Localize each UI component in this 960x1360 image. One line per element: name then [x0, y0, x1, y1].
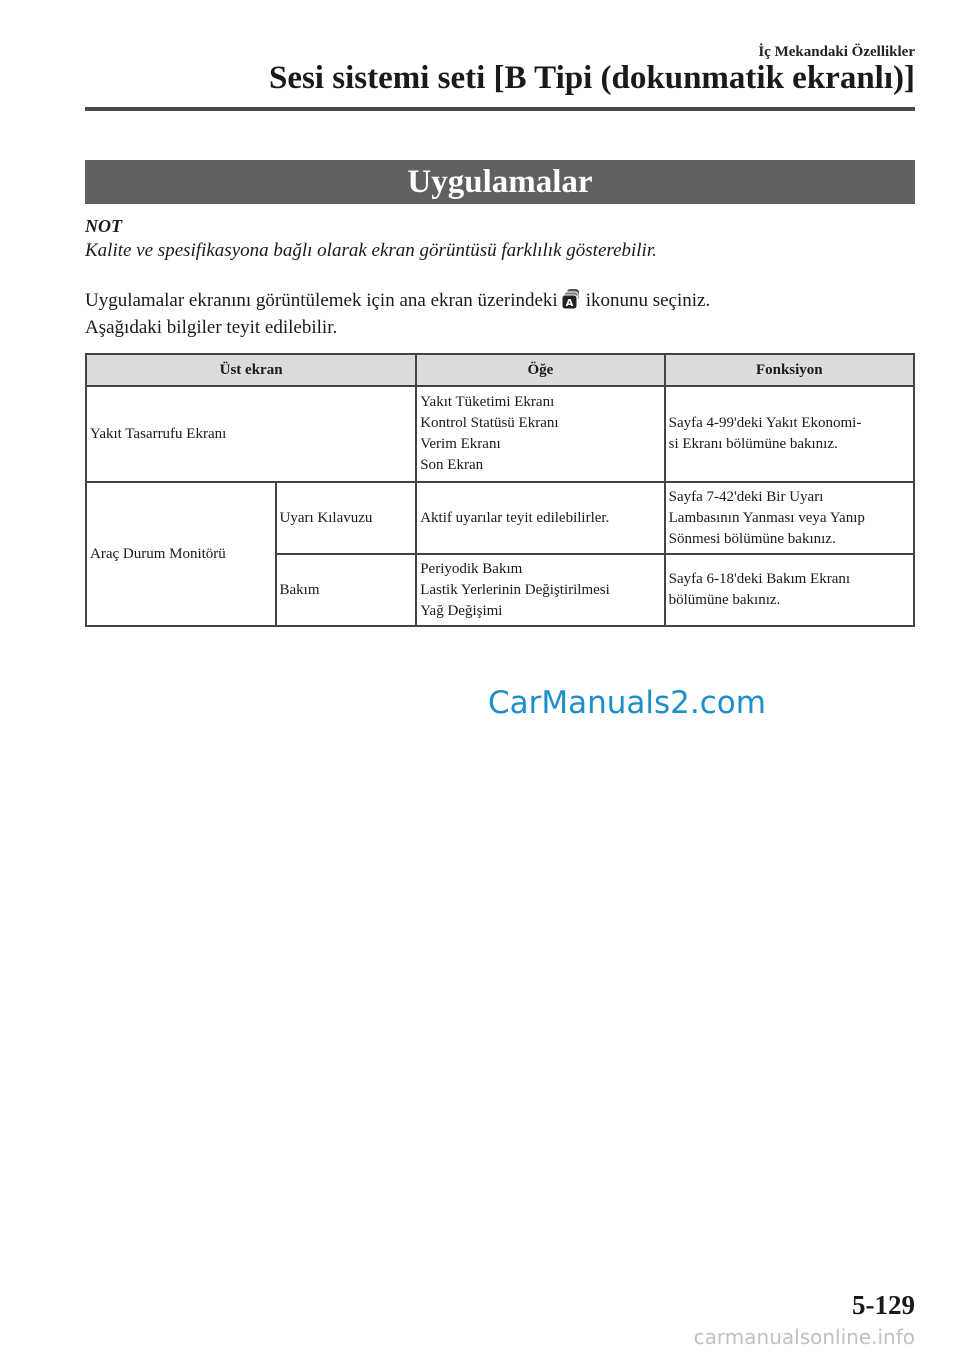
header-divider	[85, 107, 915, 111]
note-label: NOT	[85, 216, 122, 236]
intro-text-before-icon: Uygulamalar ekranını görüntülemek için ana ekran üzerindeki	[85, 290, 558, 311]
header-function: Fonksiyon	[665, 354, 914, 386]
applications-icon	[561, 288, 583, 310]
section-title: Uygulamalar	[85, 160, 915, 204]
header-top-screen: Üst ekran	[86, 354, 416, 386]
top-screen-cell: Araç Durum Monitörü	[86, 482, 276, 626]
item-line: Periyodik Bakım	[420, 560, 523, 577]
function-cell	[665, 386, 914, 482]
item-line: Lastik Yerlerinin Değiştirilmesi	[420, 581, 610, 598]
function-line: Sayfa 6-18'deki Bakım Ekranı	[668, 571, 851, 587]
function-line: Sönmesi bölümüne bakınız.	[668, 530, 836, 547]
chapter-label: İç Mekandaki Özellikler	[758, 44, 915, 60]
watermark: CarManuals2.com	[488, 685, 766, 721]
item-cell	[416, 386, 664, 482]
item-line: Yakıt Tüketimi Ekranı	[420, 394, 555, 410]
note-text: Kalite ve spesifikasyona bağlı olarak ekran görüntüsü farklılık gösterebilir.	[85, 240, 657, 261]
function-line: Lambasının Yanması veya Yanıp	[668, 509, 865, 526]
item-line: Kontrol Statüsü Ekranı	[420, 415, 559, 431]
function-line: si Ekranı bölümüne bakınız.	[668, 436, 838, 452]
page-number: 5-129	[852, 1290, 915, 1320]
svg-text:A: A	[565, 298, 574, 309]
item-cell	[416, 554, 664, 626]
sub-cell: Uyarı Kılavuzu	[276, 482, 417, 554]
table-row	[86, 386, 914, 482]
intro-line-2: Aşağıdaki bilgiler teyit edilebilir.	[85, 317, 338, 338]
page-header-title: Sesi sistemi seti [B Tipi (dokunmatik ekranlı)]	[268, 60, 915, 96]
item-line: Verim Ekranı	[420, 436, 501, 452]
header-item: Öğe	[416, 354, 664, 386]
footer-watermark: carmanualsonline.info	[693, 1325, 915, 1349]
item-cell	[416, 482, 664, 554]
item-line: Son Ekran	[420, 457, 484, 473]
sub-cell: Bakım	[276, 554, 417, 626]
function-cell	[665, 482, 914, 554]
function-line: Sayfa 4-99'deki Yakıt Ekonomi-	[668, 415, 862, 431]
applications-table	[85, 353, 915, 627]
function-line: bölümüne bakınız.	[668, 592, 781, 608]
intro-text-after-icon: ikonunu seçiniz.	[585, 290, 711, 311]
top-screen-cell: Yakıt Tasarrufu Ekranı	[86, 386, 416, 482]
item-line: Aktif uyarılar teyit edilebilirler.	[420, 509, 610, 526]
intro-paragraph	[85, 287, 710, 341]
function-cell	[665, 554, 914, 626]
item-line: Yağ Değişimi	[420, 602, 503, 619]
function-line: Sayfa 7-42'deki Bir Uyarı	[668, 488, 824, 505]
table-row	[86, 482, 914, 554]
table-header-row	[86, 354, 914, 386]
